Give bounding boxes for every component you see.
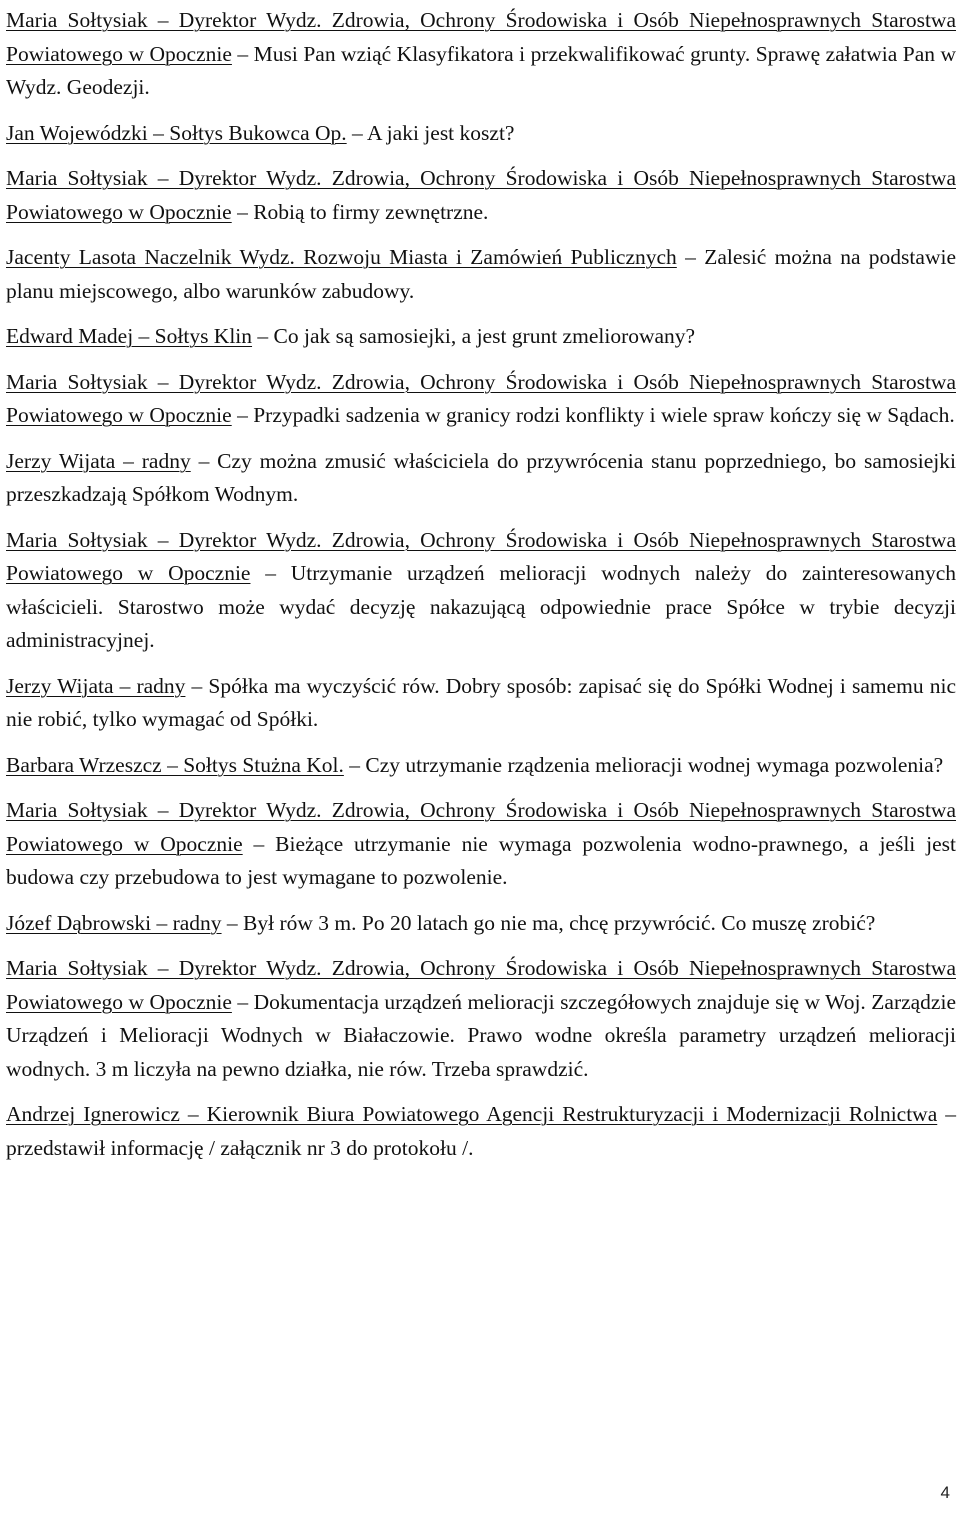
speaker-name: Barbara Wrzeszcz – Sołtys Stużna Kol. xyxy=(6,752,344,777)
speaker-name: Maria Sołtysiak – Dyrektor Wydz. Zdrowia, Ochrony Środowiska i Osób Niepełnosprawnych Starostwa Powiatowego w Opocznie xyxy=(6,527,956,585)
speaker-name: Edward Madej – Sołtys Klin xyxy=(6,324,253,348)
paragraph-11 xyxy=(6,794,956,895)
statement-text: – przedstawił informację / załącznik nr 3 do protokołu /. xyxy=(6,1102,957,1160)
statement-text: – Musi Pan wziąć Klasyfikatora i przekwalifikować grunty. Sprawę załatwia Pan w Wydz. Geodezji. xyxy=(6,41,957,99)
paragraph-4 xyxy=(6,241,956,308)
speaker-name: Józef Dąbrowski – radny xyxy=(6,910,222,935)
paragraph-9 xyxy=(6,670,956,737)
statement-text: – Robią to firmy zewnętrzne. xyxy=(231,199,489,224)
statement-text: – Utrzymanie urządzeń melioracji wodnych należy do zainteresowanych właścicieli. Starostwo może wydać decyzję nakazującą odpowiednie prace Spółce w trybie decyzji administracyjnej. xyxy=(6,561,956,652)
speaker-name: Maria Sołtysiak – Dyrektor Wydz. Zdrowia, Ochrony Środowiska i Osób Niepełnosprawnych Starostwa Powiatowego w Opocznie xyxy=(6,166,956,224)
paragraph-12 xyxy=(6,907,956,941)
page-number: 4 xyxy=(940,1483,950,1502)
statement-text: – Co jak są samosiejki, a jest grunt zmeliorowany? xyxy=(252,324,696,348)
paragraph-5 xyxy=(6,320,956,354)
statement-text: – Dokumentacja urządzeń melioracji szczegółowych znajduje się w Woj. Zarządzie Urządzeń i Melioracji Wodnych w Białaczowie. Prawo wodne określa parametry urządzeń melioracji wodnych. 3 m liczyła na pewno działka, nie rów. Trzeba sprawdzić. xyxy=(6,989,956,1081)
statement-text: – Czy można zmusić właściciela do przywrócenia stanu poprzedniego, bo samosiejki przeszkadzają Spółkom Wodnym. xyxy=(6,448,956,506)
statement-text: – A jaki jest koszt? xyxy=(346,120,515,145)
speaker-name: Maria Sołtysiak – Dyrektor Wydz. Zdrowia, Ochrony Środowiska i Osób Niepełnosprawnych Starostwa Powiatowego w Opocznie xyxy=(6,369,956,427)
statement-text: – Był rów 3 m. Po 20 latach go nie ma, chcę przywrócić. Co muszę zrobić? xyxy=(221,910,876,935)
speaker-name: Andrzej Ignerowicz – Kierownik Biura Powiatowego Agencji Restrukturyzacji i Modernizacji Rolnictwa xyxy=(6,1102,938,1126)
paragraph-10 xyxy=(6,749,956,783)
paragraph-2 xyxy=(6,117,956,151)
paragraph-7 xyxy=(6,445,956,512)
speaker-name: Jan Wojewódzki – Sołtys Bukowca Op. xyxy=(6,120,347,145)
paragraph-1 xyxy=(6,4,956,105)
statement-text: – Zalesić można na podstawie planu miejscowego, albo warunków zabudowy. xyxy=(6,245,956,303)
speaker-name: Jerzy Wijata – radny xyxy=(6,448,191,473)
paragraph-6 xyxy=(6,366,956,433)
document-body xyxy=(6,4,956,1165)
statement-text: – Spółka ma wyczyścić rów. Dobry sposób: zapisać się do Spółki Wodnej i samemu nic nie robić, tylko wymagać od Spółki. xyxy=(6,673,956,731)
speaker-name: Maria Sołtysiak – Dyrektor Wydz. Zdrowia, Ochrony Środowiska i Osób Niepełnosprawnych Starostwa Powiatowego w Opocznie xyxy=(6,956,956,1014)
paragraph-3 xyxy=(6,162,956,229)
speaker-name: Jerzy Wijata – radny xyxy=(6,673,186,698)
paragraph-14 xyxy=(6,1098,956,1165)
statement-text: – Przypadki sadzenia w granicy rodzi konflikty i wiele spraw kończy się w Sądach. xyxy=(231,403,955,427)
statement-text: – Czy utrzymanie rządzenia melioracji wodnej wymaga pozwolenia? xyxy=(343,752,944,777)
paragraph-8 xyxy=(6,524,956,658)
statement-text: – Bieżące utrzymanie nie wymaga pozwolenia wodno-prawnego, a jeśli jest budowa czy przebudowa to jest wymagane to pozwolenie. xyxy=(6,831,956,889)
paragraph-13 xyxy=(6,952,956,1086)
speaker-name: Maria Sołtysiak – Dyrektor Wydz. Zdrowia, Ochrony Środowiska i Osób Niepełnosprawnych Starostwa Powiatowego w Opocznie xyxy=(6,798,956,856)
speaker-name: Maria Sołtysiak – Dyrektor Wydz. Zdrowia, Ochrony Środowiska i Osób Niepełnosprawnych Starostwa Powiatowego w Opocznie xyxy=(6,8,956,66)
speaker-name: Jacenty Lasota Naczelnik Wydz. Rozwoju Miasta i Zamówień Publicznych xyxy=(6,245,677,269)
